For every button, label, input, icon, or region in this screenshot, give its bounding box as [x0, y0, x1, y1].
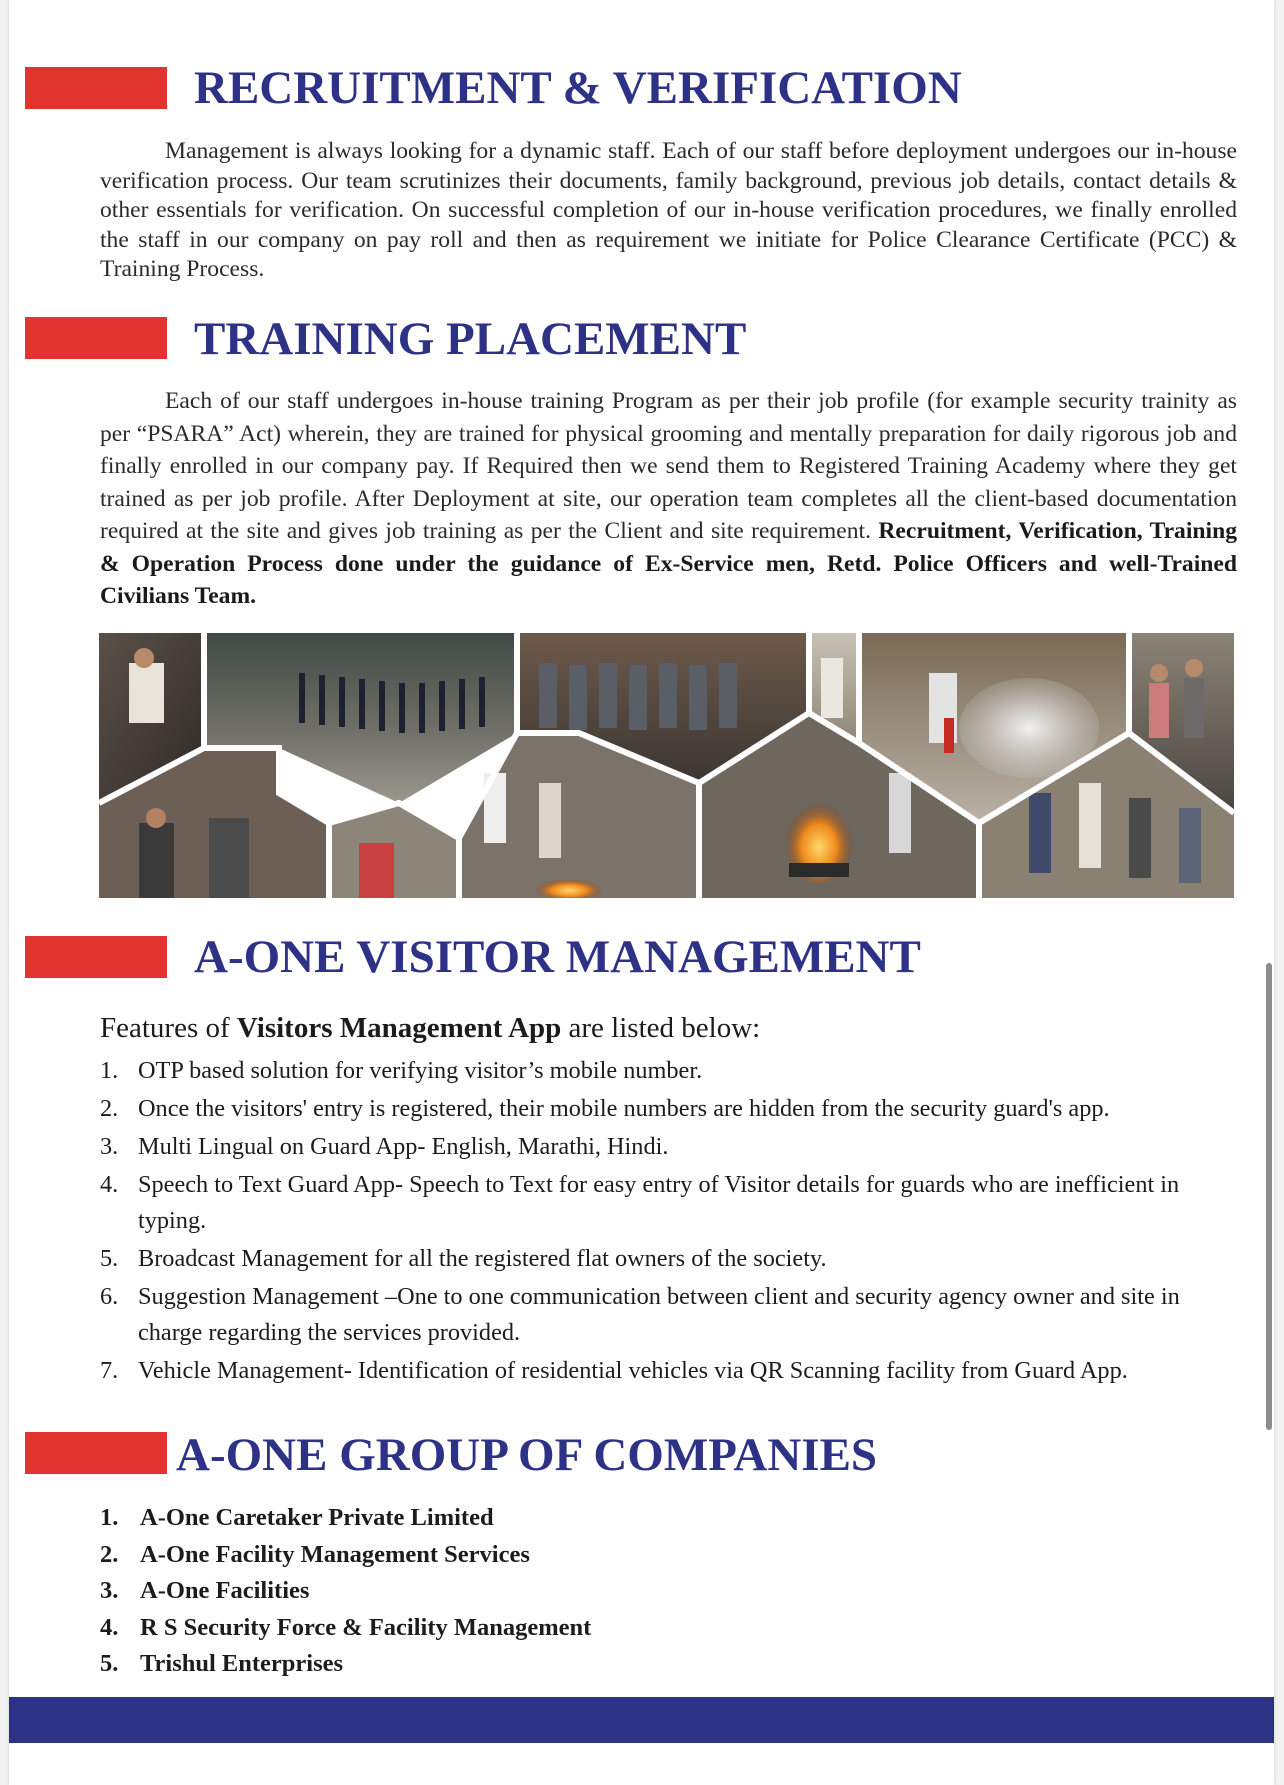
companies-list	[100, 1500, 591, 1683]
list-item-text: Speech to Text Guard App- Speech to Text for easy entry of Visitor details for guards who are inefficient in typing.	[138, 1171, 1180, 1234]
list-item-number: 5.	[100, 1650, 119, 1677]
section-accent-bar	[25, 67, 167, 109]
features-intro-prefix: Features of	[100, 1012, 237, 1044]
list-item	[100, 1646, 591, 1683]
group-companies-heading: A-ONE GROUP OF COMPANIES	[176, 1429, 878, 1481]
vertical-scrollbar[interactable]	[1266, 963, 1272, 1430]
list-item-number: 5.	[100, 1245, 119, 1272]
features-intro	[100, 1008, 760, 1048]
section-accent-bar	[25, 317, 167, 359]
list-item-number: 2.	[100, 1540, 119, 1568]
features-list	[100, 1053, 1240, 1391]
list-item-number: 3.	[100, 1133, 119, 1160]
company-name: A-One Caretaker Private Limited	[140, 1504, 494, 1531]
list-item	[100, 1091, 1240, 1127]
list-item-number: 2.	[100, 1095, 119, 1122]
list-item-number: 4.	[100, 1171, 119, 1198]
visitor-management-heading: A-ONE VISITOR MANAGEMENT	[194, 931, 921, 983]
list-item-number: 4.	[100, 1613, 119, 1641]
list-item-text: Multi Lingual on Guard App- English, Marathi, Hindi.	[138, 1133, 669, 1160]
company-name: Trishul Enterprises	[140, 1650, 344, 1677]
features-intro-app-name: Visitors Management App	[236, 1012, 562, 1044]
list-item-text: Suggestion Management –One to one communication between client and security agency owner and site in charge regarding the services provided.	[138, 1283, 1180, 1346]
list-item	[100, 1353, 1240, 1389]
section-accent-bar	[25, 1432, 167, 1474]
list-item	[100, 1279, 1240, 1351]
list-item	[100, 1053, 1240, 1089]
list-item	[100, 1241, 1240, 1277]
training-paragraph-bold: Recruitment, Verification, Training & Operation Process done under the guidance of Ex-Service men, Retd. Police Officers and well-Trained Civilians Team.	[100, 518, 1237, 609]
list-item-number: 7.	[100, 1357, 119, 1384]
list-item-number: 6.	[100, 1283, 119, 1310]
list-item-number: 1.	[100, 1057, 119, 1084]
list-item	[100, 1610, 591, 1647]
training-photo-collage	[99, 633, 1234, 898]
list-item-text: Once the visitors' entry is registered, their mobile numbers are hidden from the security guard's app.	[138, 1095, 1110, 1122]
list-item	[100, 1500, 591, 1537]
list-item	[100, 1167, 1240, 1239]
list-item	[100, 1129, 1240, 1165]
recruitment-heading: RECRUITMENT & VERIFICATION	[194, 62, 962, 114]
list-item	[100, 1537, 591, 1574]
brochure-page	[9, 0, 1274, 1785]
company-name: R S Security Force & Facility Management	[140, 1613, 592, 1641]
list-item-number: 1.	[100, 1504, 119, 1531]
company-name: A-One Facility Management Services	[140, 1540, 530, 1568]
list-item-text: Vehicle Management- Identification of residential vehicles via QR Scanning facility from Guard App.	[138, 1357, 1128, 1384]
features-intro-suffix: are listed below:	[561, 1012, 761, 1044]
list-item-number: 3.	[100, 1577, 119, 1604]
section-accent-bar	[25, 936, 167, 978]
list-item-text: OTP based solution for verifying visitor’s mobile number.	[138, 1057, 703, 1084]
footer-bar	[9, 1697, 1274, 1743]
training-paragraph-text: Each of our staff undergoes in-house training Program as per their job profile (for example security trainity as per “PSARA” Act) wherein, they are trained for physical grooming and mentally preparation for daily rigorous job and finally enrolled in our company pay. If Required then we send them to Registered Training Academy where they get trained as per job profile. After Deployment at site, our operation team completes all the client-based documentation required at the site and gives job training as per the Client and site requirement.	[100, 388, 1237, 544]
list-item	[100, 1573, 591, 1610]
recruitment-paragraph: Management is always looking for a dynamic staff. Each of our staff before deployment undergoes our in-house verification process. Our team scrutinizes their documents, family background, previous job details, contact details & other essentials for verification. On successful completion of our in-house verification procedures, we finally enrolled the staff in our company on pay roll and then as requirement we initiate for Police Clearance Certificate (PCC) & Training Process.	[100, 138, 1237, 282]
list-item-text: Broadcast Management for all the registered flat owners of the society.	[138, 1245, 827, 1272]
training-heading: TRAINING PLACEMENT	[194, 313, 747, 365]
training-paragraph	[100, 385, 1237, 613]
company-name: A-One Facilities	[140, 1577, 310, 1604]
